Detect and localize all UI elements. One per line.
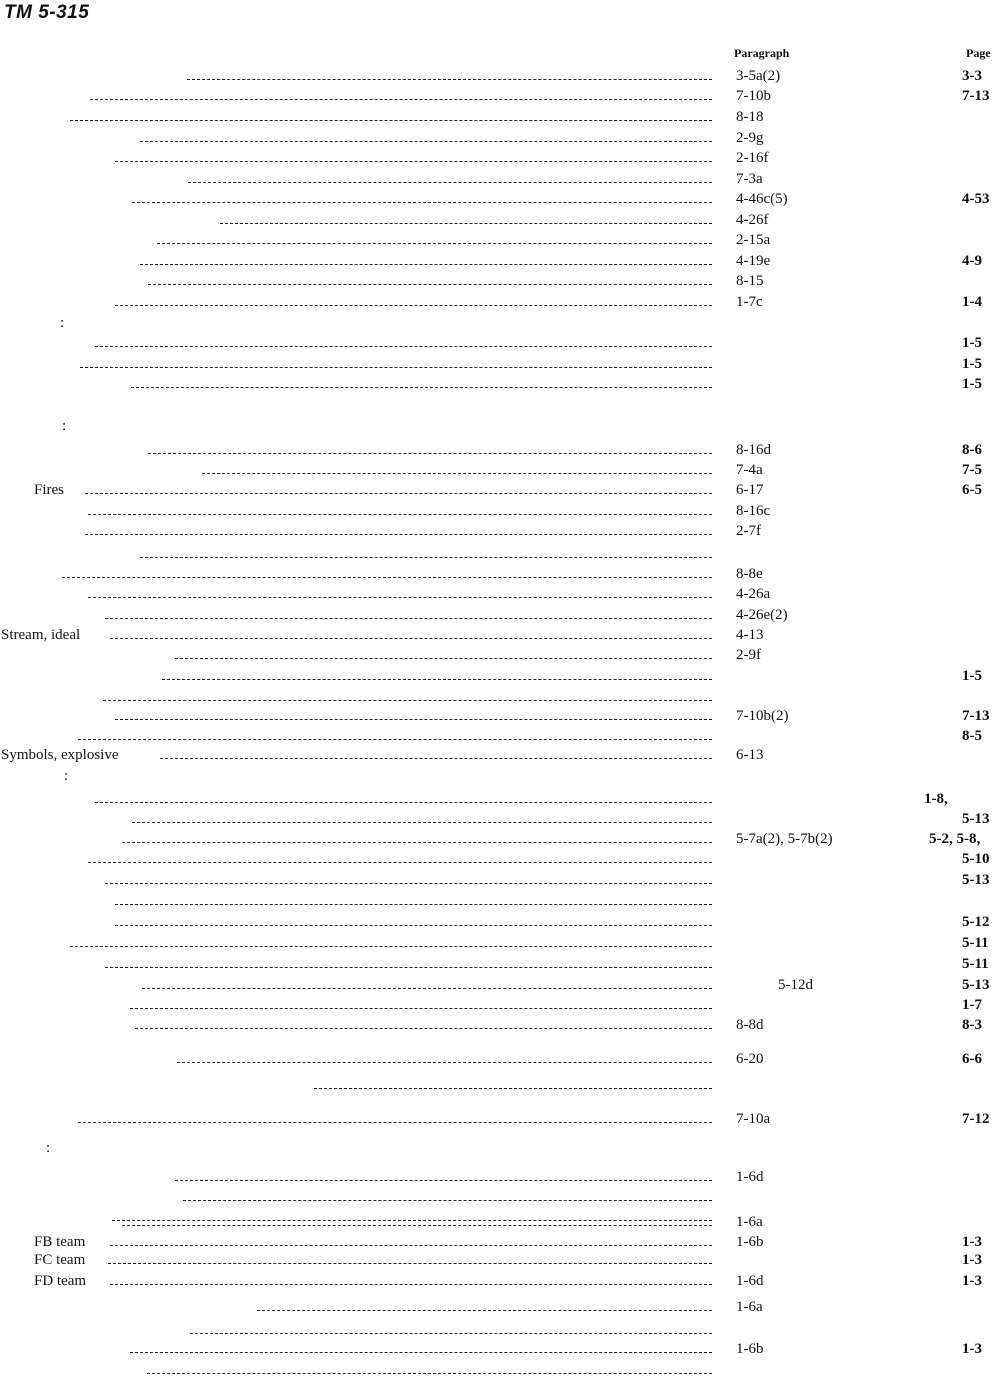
page-ref: 1-5 [962, 668, 982, 684]
dot-leader [70, 120, 712, 121]
dot-leader [108, 1263, 712, 1264]
index-entry [0, 626, 1001, 646]
dot-leader [90, 99, 712, 100]
page-ref: 6-5 [962, 482, 982, 498]
dot-leader [110, 1245, 712, 1246]
index-entry [0, 441, 1001, 461]
index-entry [0, 871, 1001, 891]
dot-leader [157, 243, 712, 244]
dot-leader [62, 577, 712, 578]
paragraph-ref: 1-6a [736, 1214, 763, 1230]
page-ref: 1-5 [962, 335, 982, 351]
paragraph-ref: 2-9g [736, 130, 764, 146]
index-entry [0, 996, 1001, 1016]
entry-label: : [62, 418, 67, 434]
paragraph-ref: 2-15a [736, 232, 771, 248]
index-entry [0, 1076, 1001, 1096]
dot-leader [188, 182, 712, 183]
index-entry [0, 1321, 1001, 1341]
dot-leader [95, 346, 712, 347]
dot-leader [88, 862, 712, 863]
dot-leader [142, 988, 712, 989]
paragraph-ref: 7-3a [736, 171, 763, 187]
index-entry [0, 190, 1001, 210]
index-entry [0, 170, 1001, 190]
index-entry [0, 1251, 1001, 1271]
index-entry [0, 502, 1001, 522]
index-entry [0, 272, 1001, 292]
index-entry [0, 707, 1001, 727]
dot-leader [131, 387, 712, 388]
page-ref: 8-6 [962, 442, 982, 458]
dot-leader [115, 925, 712, 926]
index-entry [0, 108, 1001, 128]
dot-leader [85, 534, 712, 535]
index-entry [0, 252, 1001, 272]
dot-leader [88, 597, 712, 598]
dot-leader [202, 473, 712, 474]
paragraph-ref: 5-7a(2), 5-7b(2) [736, 831, 833, 847]
index-entry [0, 314, 1001, 334]
page-ref: 3-3 [962, 68, 982, 84]
page-ref: 1-3 [962, 1252, 982, 1268]
index-entry [0, 1233, 1001, 1253]
index-entry [0, 293, 1001, 313]
dot-leader [314, 1088, 712, 1089]
dot-leader [140, 557, 712, 558]
entry-label: Fires [34, 482, 64, 498]
index-entry [0, 606, 1001, 626]
dot-leader [122, 842, 712, 843]
entry-label: : [64, 768, 69, 784]
paragraph-ref: 6-20 [736, 1051, 764, 1067]
index-entry [0, 1016, 1001, 1036]
paragraph-ref: 8-8d [736, 1017, 764, 1033]
dot-leader [85, 493, 712, 494]
index-entry [0, 688, 1001, 708]
dot-leader [78, 739, 712, 740]
index-entry [0, 1050, 1001, 1070]
index-entry [0, 334, 1001, 354]
page-ref: 7-13 [962, 708, 990, 724]
dot-leader [103, 700, 712, 701]
index-entry [0, 746, 1001, 766]
paragraph-ref: 2-7f [736, 523, 761, 539]
index-entry [0, 417, 1001, 437]
page-ref: 5-2, 5-8, [929, 831, 981, 847]
entry-label: Symbols, explosive [1, 747, 119, 763]
paragraph-ref: 4-26e(2) [736, 607, 788, 623]
paragraph-ref: 8-16c [736, 503, 771, 519]
dot-leader [140, 141, 712, 142]
dot-leader [190, 1333, 712, 1334]
paragraph-ref: 8-18 [736, 109, 764, 125]
entry-label: FD team [34, 1273, 87, 1289]
dot-leader [160, 758, 712, 759]
dot-leader [130, 1008, 712, 1009]
index-entry [0, 850, 1001, 870]
index-entry [0, 461, 1001, 481]
index-entry [0, 976, 1001, 996]
dot-leader [148, 453, 712, 454]
index-entry [0, 1298, 1001, 1318]
dot-leader [132, 822, 712, 823]
index-entry [0, 913, 1001, 933]
entry-label: FC team [34, 1252, 86, 1268]
dot-leader [115, 305, 712, 306]
index-entry [0, 955, 1001, 975]
index-entry [0, 545, 1001, 565]
page-ref: 7-13 [962, 88, 990, 104]
page-ref: 1-3 [962, 1234, 982, 1250]
index-entry [0, 1110, 1001, 1130]
entry-label: FB team [34, 1234, 86, 1250]
dot-leader [70, 946, 712, 947]
paragraph-ref: 1-6d [736, 1169, 764, 1185]
dot-leader [88, 514, 712, 515]
index-entry [0, 1213, 1001, 1233]
index-entry [0, 767, 1001, 787]
dot-leader [162, 679, 712, 680]
index-entry [0, 211, 1001, 231]
paragraph-ref: 4-26a [736, 586, 771, 602]
paragraph-ref: 1-6b [736, 1341, 764, 1357]
paragraph-ref: 8-15 [736, 273, 764, 289]
page-ref: 1-3 [962, 1341, 982, 1357]
dot-leader [110, 1284, 712, 1285]
entry-label: Stream, ideal [1, 627, 81, 643]
index-entry [0, 355, 1001, 375]
index-entry [0, 646, 1001, 666]
index-entry [0, 892, 1001, 912]
page-ref: 1-5 [962, 356, 982, 372]
paragraph-ref: 1-6a [736, 1299, 763, 1315]
index-entry [0, 585, 1001, 605]
dot-leader [140, 264, 712, 265]
index-entry [0, 934, 1001, 954]
index-entry [0, 375, 1001, 395]
dot-leader [187, 79, 712, 80]
page-ref: 1-3 [962, 1273, 982, 1289]
paragraph-column-header: Paragraph [734, 46, 790, 60]
paragraph-ref: 2-9f [736, 647, 761, 663]
index-entry [0, 1340, 1001, 1360]
dot-leader [115, 719, 712, 720]
dot-leader [105, 967, 712, 968]
index-entry [0, 1361, 1001, 1381]
page-ref: 5-11 [962, 935, 989, 951]
index-entry [0, 810, 1001, 830]
index-entry [0, 1272, 1001, 1292]
dot-leader [183, 1200, 712, 1201]
entry-label: : [46, 1140, 51, 1156]
dot-leader [80, 367, 712, 368]
page-ref: 4-9 [962, 253, 982, 269]
index-entry [0, 67, 1001, 87]
index-entry [0, 149, 1001, 169]
dot-leader [257, 1310, 712, 1311]
dot-leader [175, 658, 712, 659]
paragraph-ref: 7-4a [736, 462, 763, 478]
dot-leader [130, 1352, 712, 1353]
dot-leader [122, 1225, 712, 1226]
page-ref: 1-4 [962, 294, 982, 310]
paragraph-ref: 1-6d [736, 1273, 764, 1289]
page-ref: 6-6 [962, 1051, 982, 1067]
page-ref: 4-53 [962, 191, 990, 207]
paragraph-ref: 2-16f [736, 150, 769, 166]
page-ref: 8-3 [962, 1017, 982, 1033]
dot-leader [147, 1373, 712, 1374]
paragraph-ref: 8-8e [736, 566, 763, 582]
paragraph-ref: 5-12d [778, 977, 813, 993]
page-ref: 1-8, [924, 791, 948, 807]
paragraph-ref: 4-19e [736, 253, 771, 269]
index-entry [0, 790, 1001, 810]
document-id: TM 5-315 [4, 2, 90, 23]
index-entry [0, 231, 1001, 251]
page-ref: 5-13 [962, 811, 990, 827]
paragraph-ref: 3-5a(2) [736, 68, 781, 84]
paragraph-ref: 7-10b(2) [736, 708, 789, 724]
page-ref: 1-5 [962, 376, 982, 392]
paragraph-ref: 4-26f [736, 212, 769, 228]
paragraph-ref: 8-16d [736, 442, 771, 458]
paragraph-ref: 6-13 [736, 747, 764, 763]
index-entry [0, 522, 1001, 542]
dot-leader [110, 638, 712, 639]
index-entry [0, 667, 1001, 687]
paragraph-ref: 4-46c(5) [736, 191, 788, 207]
dot-leader [105, 618, 712, 619]
index-entry [0, 1188, 1001, 1208]
dot-leader [105, 883, 712, 884]
page-ref: 5-11 [962, 956, 989, 972]
entry-label: : [60, 315, 65, 331]
dot-leader [78, 1122, 712, 1123]
dot-leader [175, 1180, 712, 1181]
paragraph-ref: 1-7c [736, 294, 763, 310]
paragraph-ref: 4-13 [736, 627, 764, 643]
dot-leader [220, 223, 712, 224]
paragraph-ref: 1-6b [736, 1234, 764, 1250]
page-ref: 8-5 [962, 728, 982, 744]
index-entry [0, 830, 1001, 850]
paragraph-ref: 6-17 [736, 482, 764, 498]
page-ref: 5-12 [962, 914, 990, 930]
index-entry [0, 727, 1001, 747]
dot-leader [132, 202, 712, 203]
page-ref: 5-10 [962, 851, 990, 867]
page-ref: 7-12 [962, 1111, 990, 1127]
page-column-header: Page [966, 46, 991, 60]
index-entry [0, 1139, 1001, 1159]
paragraph-ref: 7-10b [736, 88, 771, 104]
page-ref: 7-5 [962, 462, 982, 478]
page-ref: 1-7 [962, 997, 982, 1013]
dot-leader [95, 802, 712, 803]
index-entry [0, 1168, 1001, 1188]
paragraph-ref: 7-10a [736, 1111, 771, 1127]
index-entry [0, 565, 1001, 585]
dot-leader [115, 161, 712, 162]
page-ref: 5-13 [962, 872, 990, 888]
index-entry [0, 87, 1001, 107]
dot-leader [148, 284, 712, 285]
dot-leader [177, 1062, 712, 1063]
dot-leader [135, 1028, 712, 1029]
index-entry [0, 481, 1001, 501]
index-entry [0, 129, 1001, 149]
page-ref: 5-13 [962, 977, 990, 993]
dot-leader [115, 904, 712, 905]
